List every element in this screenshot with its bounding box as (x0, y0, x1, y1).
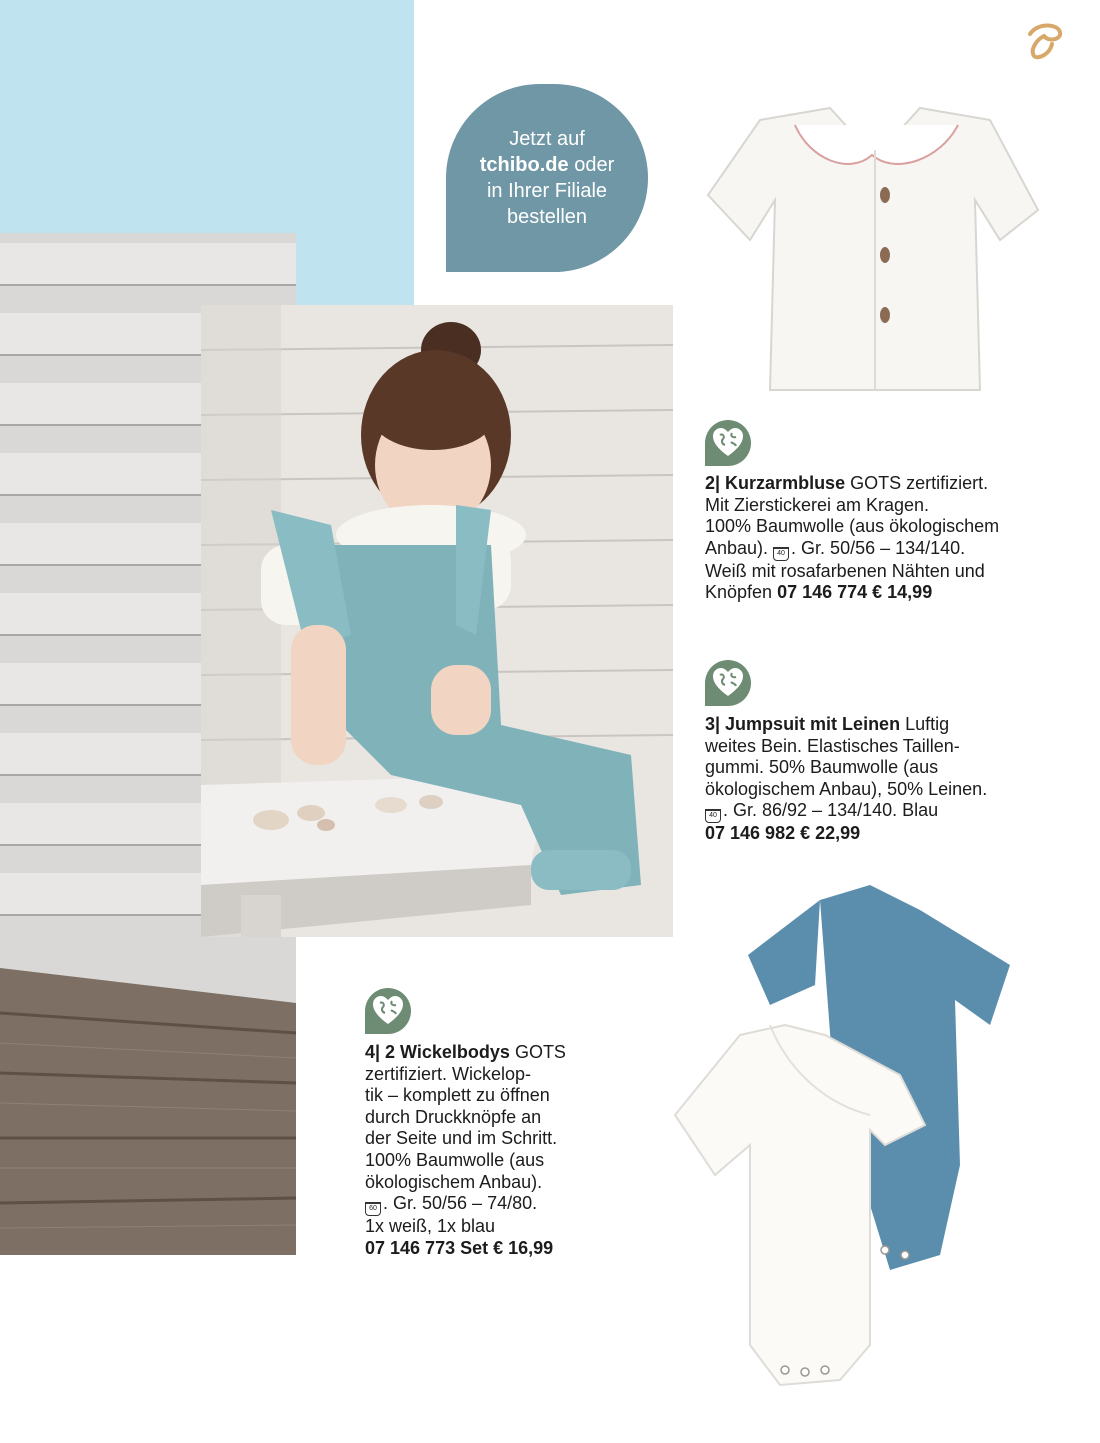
cta-line-2-rest: oder (568, 154, 615, 176)
product-line: 100% Baumwolle (aus (365, 1149, 545, 1170)
product-line: 100% Baumwolle (aus ökologischem (705, 516, 1000, 537)
product-text: Luftig (900, 714, 950, 734)
globe-heart-icon (365, 988, 411, 1034)
product-line: zertifiziert. Wickelop- (365, 1063, 532, 1084)
product-line (705, 823, 987, 845)
cta-website-link[interactable]: tchibo.de (479, 154, 569, 176)
globe-heart-icon (705, 420, 751, 466)
washing-care-icon: 40 (705, 809, 721, 823)
product-text: GOTS (509, 1042, 566, 1062)
product-line: Weiß mit rosafarbenen Nähten und (705, 560, 985, 581)
cta-line-2 (480, 152, 614, 178)
product-text: . Gr. 50/56 – 134/140. (791, 537, 966, 558)
globe-heart-icon (705, 660, 751, 706)
product-line (365, 1042, 566, 1064)
product-line (705, 800, 987, 823)
product-line: durch Druckknöpfe an (365, 1106, 542, 1127)
product-text: GOTS zertifiziert. (845, 473, 989, 493)
product-text: Anbau). (705, 537, 774, 558)
product-price: 07 146 774 € 14,99 (777, 582, 933, 603)
product-name: 3| Jumpsuit mit Leinen (705, 714, 901, 734)
product-name: 4| 2 Wickelbodys (365, 1042, 510, 1062)
product-line: gummi. 50% Baumwolle (aus (705, 757, 939, 778)
order-cta-bubble (446, 84, 648, 272)
product-line: 1x weiß, 1x blau (365, 1216, 496, 1237)
product-line (705, 538, 999, 561)
product-name: 2| Kurzarmbluse (705, 473, 846, 493)
product-3-description (705, 714, 987, 845)
product-line: der Seite und im Schritt. (365, 1128, 558, 1149)
product-line (365, 1193, 566, 1216)
product-line (705, 582, 999, 604)
washing-care-icon: 40 (773, 547, 789, 561)
product-line (365, 1238, 566, 1260)
product-line: Mit Zierstickerei am Kragen. (705, 494, 930, 515)
washing-care-icon: 60 (365, 1202, 381, 1216)
product-text: . Gr. 50/56 – 74/80. (383, 1193, 538, 1214)
product-line (705, 714, 987, 736)
product-line: ökologischem Anbau). (365, 1171, 543, 1192)
product-price: 07 146 773 Set € 16,99 (365, 1237, 554, 1258)
cta-line-1: Jetzt auf (509, 128, 585, 150)
product-2-description (705, 473, 999, 604)
product-text: Knöpfen (705, 582, 778, 603)
product-line: weites Bein. Elastisches Taillen- (705, 735, 960, 756)
product-line: ökologischem Anbau), 50% Leinen. (705, 778, 988, 799)
product-4-description (365, 1042, 566, 1259)
product-line: tik – komplett zu öffnen (365, 1085, 550, 1106)
blouse-product-image (700, 100, 1045, 405)
product-price: 07 146 982 € 22,99 (705, 823, 861, 844)
product-line (705, 473, 999, 495)
wrap-bodysuits-product-image (640, 875, 1045, 1420)
cta-line-3: in Ihrer Filiale (486, 180, 608, 202)
product-text: . Gr. 86/92 – 134/140. Blau (723, 800, 939, 821)
cta-line-4: bestellen (506, 206, 588, 228)
tchibo-logo-icon (1022, 20, 1066, 60)
child-lifestyle-photo (201, 305, 673, 937)
